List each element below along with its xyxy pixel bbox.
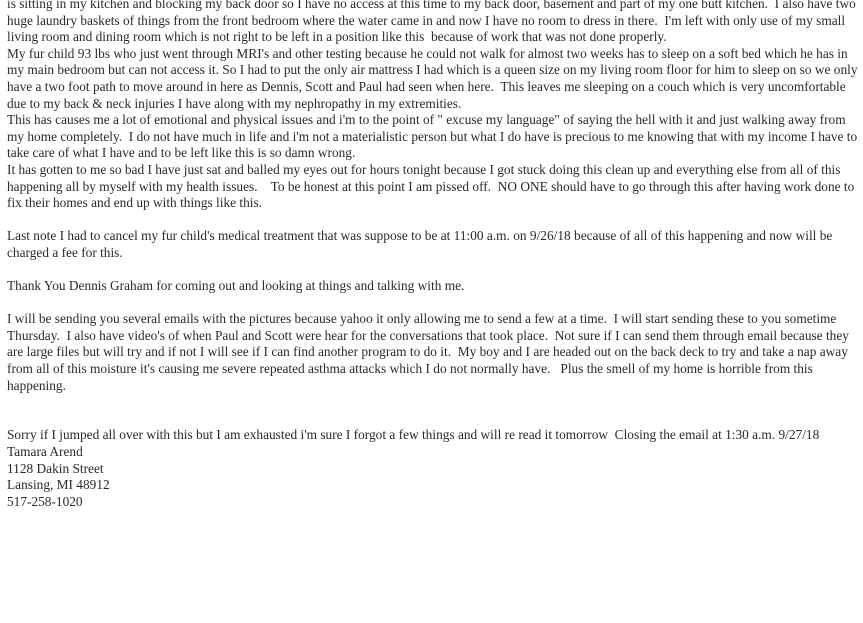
paragraph-spacer xyxy=(7,394,859,427)
signature-city: Lansing, MI 48912 xyxy=(7,477,110,493)
paragraph-spacer xyxy=(7,212,859,229)
paragraph-kitchen-blocked: is sitting in my kitchen and blocking my back door so I have no access at this time to my back door, basement and part of my one butt kitchen. I also have two huge laundry baskets of things from the front bedroom where the water came in and now I have no room to dress in there. I'm left with only use of my small living room and dining room which is not right to be left in a position like this because of work that was not done properly. xyxy=(7,0,860,45)
paragraph-closing: Sorry if I jumped all over with this but I am exhausted i'm sure I forgot a few things and will re read it tomorrow Closing the email at 1:30 a.m. 9/27/18 xyxy=(7,427,820,443)
paragraph-spacer xyxy=(7,262,859,279)
paragraph-thank-you: Thank You Dennis Graham for coming out and looking at things and talking with me. xyxy=(7,278,465,294)
paragraph-spacer xyxy=(7,295,859,312)
paragraph-cleanup: It has gotten to me so bad I have just sat and balled my eyes out for hours tonight because I got stuck doing this clean up and everything else from all of this happening all by myself with my health issues. To be honest at this point I am pissed off. NO ONE should have to go through this after having work done to fix their homes and end up with things like this. xyxy=(7,161,858,211)
paragraph-sending-emails: I will be sending you several emails with the pictures because yahoo it only allowing me to send a few at a time. I will start sending these to you sometime Thursday. I also have video's of when Paul and Scott were hear for the conversations that took place. Not sure if I can send them through email because they are large files but will try and if not I will see if I can find another program to do it. My boy and I are headed out on the back deck to try and take a nap away from all of this moisture it's causing me severe repeated asthma attacks which I do not normally have. Plus the smell of my home is horrible from this happening. xyxy=(7,311,853,393)
signature-name: Tamara Arend xyxy=(7,444,83,460)
signature-block xyxy=(7,444,859,510)
paragraph-fur-child: My fur child 93 lbs who just went through MRI's and other testing because he could not walk for almost two weeks has to sleep on a soft bed which he has in my main bedroom but can not access it. So I had to put the only air mattress I had which is a queen size on my living room floor for him to sleep on so we only have a two foot path to move around in here as Dennis, Scott and Paul had seen when here. This leaves me sleeping on a couch which is very uncomfortable due to my back & neck injuries I have along with my nephropathy in my extremities. xyxy=(7,45,861,111)
paragraph-last-note: Last note I had to cancel my fur child's medical treatment that was suppose to be at 11:00 a.m. on 9/26/18 because of all of this happening and now will be charged a fee for this. xyxy=(7,228,836,260)
signature-street: 1128 Dakin Street xyxy=(7,460,104,476)
email-body xyxy=(7,0,859,510)
signature-phone: 517-258-1020 xyxy=(7,493,83,509)
paragraph-emotional-issues: This has causes me a lot of emotional and physical issues and i'm to the point of " excuse my language" of saying the hell with it and just walking away from my home completely. I do not have much in life and i'm not a materialistic person but what I do have is precious to me knowing that with my income I have to take care of what I have and to be left like this is so damn wrong. xyxy=(7,112,861,161)
